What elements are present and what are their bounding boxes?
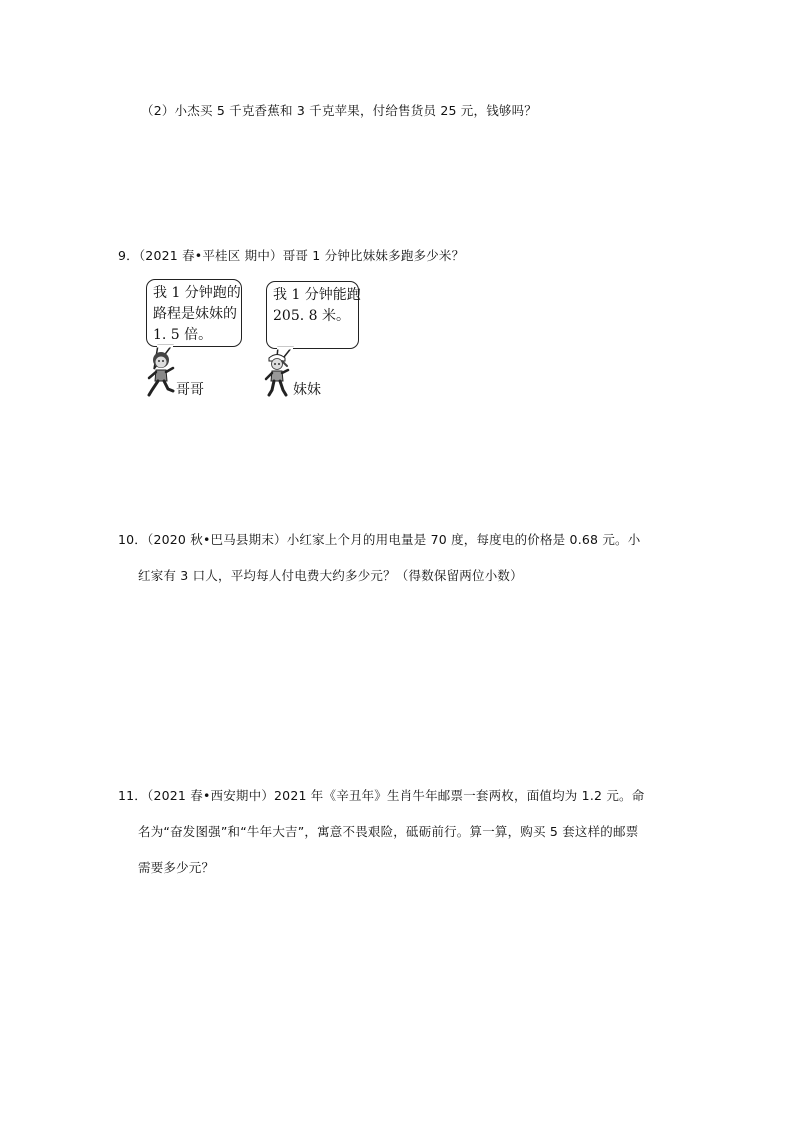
bubble-line: 路程是妹妹的: [153, 306, 237, 322]
question-11-line-3: 需要多少元？: [138, 860, 215, 875]
brother-label: 哥哥: [176, 382, 204, 398]
running-boy-icon: [146, 350, 176, 398]
bubble-line: 205. 8 米。: [273, 308, 350, 324]
sister-speech-bubble: [266, 281, 359, 349]
question-11-line-2: 名为“奋发图强”和“牛年大吉”，寓意不畏艰险，砥砺前行。算一算，购买 5 套这样的邮票: [138, 824, 639, 839]
sister-label: 妹妹: [293, 382, 321, 398]
question-11-line-1: 11．（2021 春•西安期中）2021 年《辛丑年》生肖牛年邮票一套两枚，面值均为 1.2 元。命: [118, 788, 645, 803]
brother-speech-bubble: [146, 279, 242, 347]
question-10-line-2: 红家有 3 口人，平均每人付电费大约多少元？（得数保留两位小数）: [138, 568, 523, 583]
bubble-line: 我 1 分钟能跑: [273, 287, 361, 303]
question-8-part-2: （2）小杰买 5 千克香蕉和 3 千克苹果，付给售货员 25 元，钱够吗？: [141, 103, 538, 118]
question-10-line-1: 10．（2020 秋•巴马县期末）小红家上个月的用电量是 70 度，每度电的价格是 0.68 元。小: [118, 532, 641, 547]
bubble-line: 1. 5 倍。: [153, 327, 213, 343]
bubble-line: 我 1 分钟跑的: [153, 285, 241, 301]
question-9-stem: 9．（2021 春•平桂区 期中）哥哥 1 分钟比妹妹多跑多少米？: [118, 248, 465, 263]
running-girl-icon: [262, 350, 292, 398]
